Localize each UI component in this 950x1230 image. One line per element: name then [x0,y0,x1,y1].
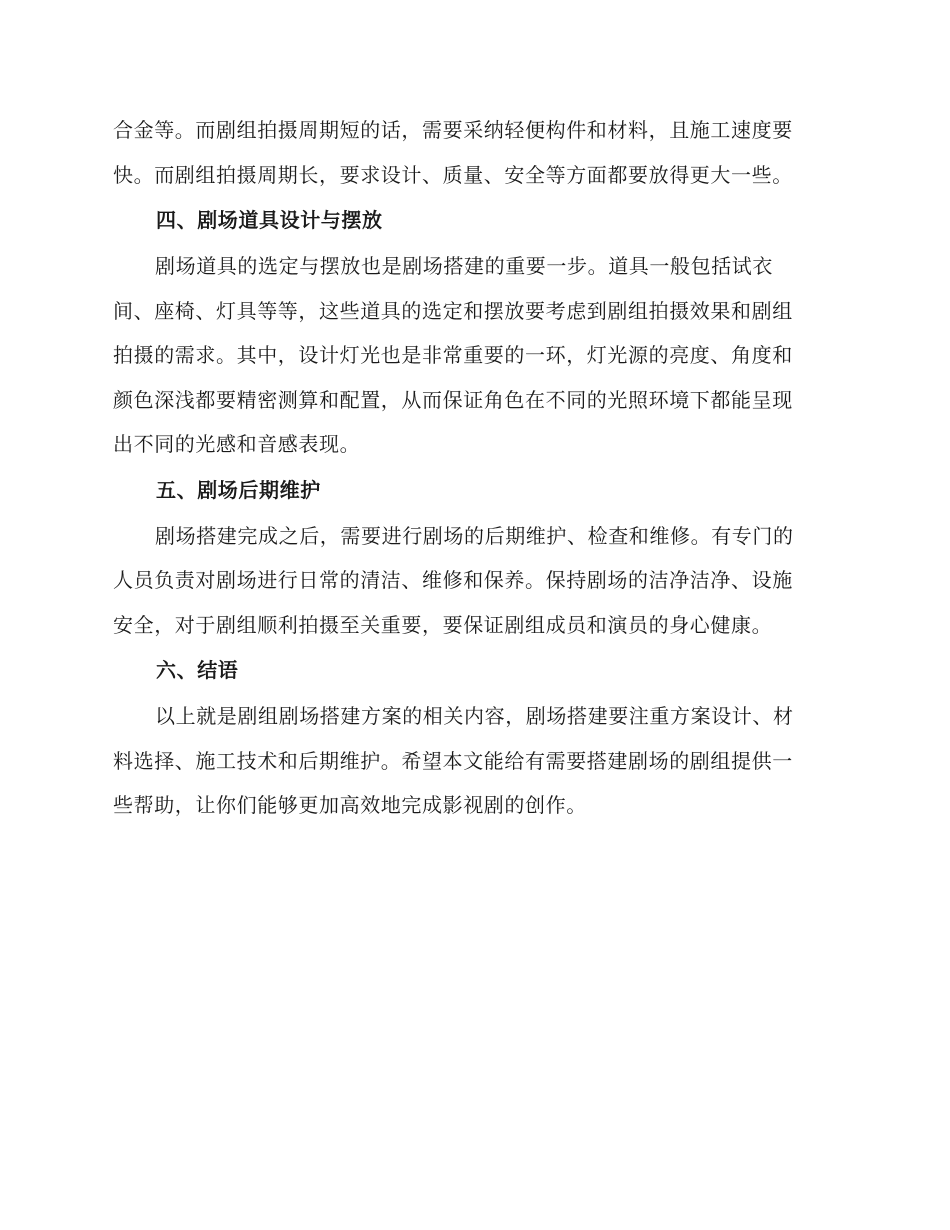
section-paragraph-maintenance: 剧场搭建完成之后，需要进行剧场的后期维护、检查和维修。有专门的 人员负责对剧场进行日常的清洁、维修和保养。保持剧场的洁净洁净、设施 安全，对于剧组顺利拍摄至关重要，要保证剧组成员和演员的身心健康。 [113,523,794,637]
intro-paragraph: 合金等。而剧组拍摄周期短的话，需要采纳轻便构件和材料，且施工速度要 快。而剧组拍摄周期长，要求设计、质量、安全等方面都要放得更大一些。 [113,118,793,187]
document-body [113,108,833,828]
section-heading-maintenance: 五、剧场后期维护 [156,477,321,502]
section-heading-props: 四、剧场道具设计与摆放 [156,208,383,232]
section-paragraph-conclusion: 以上就是剧组剧场搭建方案的相关内容，剧场搭建要注重方案设计、材 料选择、施工技术和后期维护。希望本文能给有需要搭建剧场的剧组提供一 些帮助，让你们能够更加高效地完成影视剧的创作。 [113,704,794,817]
section-heading-conclusion: 六、结语 [156,658,239,682]
section-paragraph-props: 剧场道具的选定与摆放也是剧场搭建的重要一步。道具一般包括试衣 间、座椅、灯具等等，这些道具的选定和摆放要考虑到剧组拍摄效果和剧组 拍摄的需求。其中，设计灯光也是非常重要的一环，灯光源的亮度、角度和 颜色深浅都要精密测算和配置，从而保证角色在不同的光照环境下都能呈现 出不同的光感和音感表现。 [113,254,793,456]
